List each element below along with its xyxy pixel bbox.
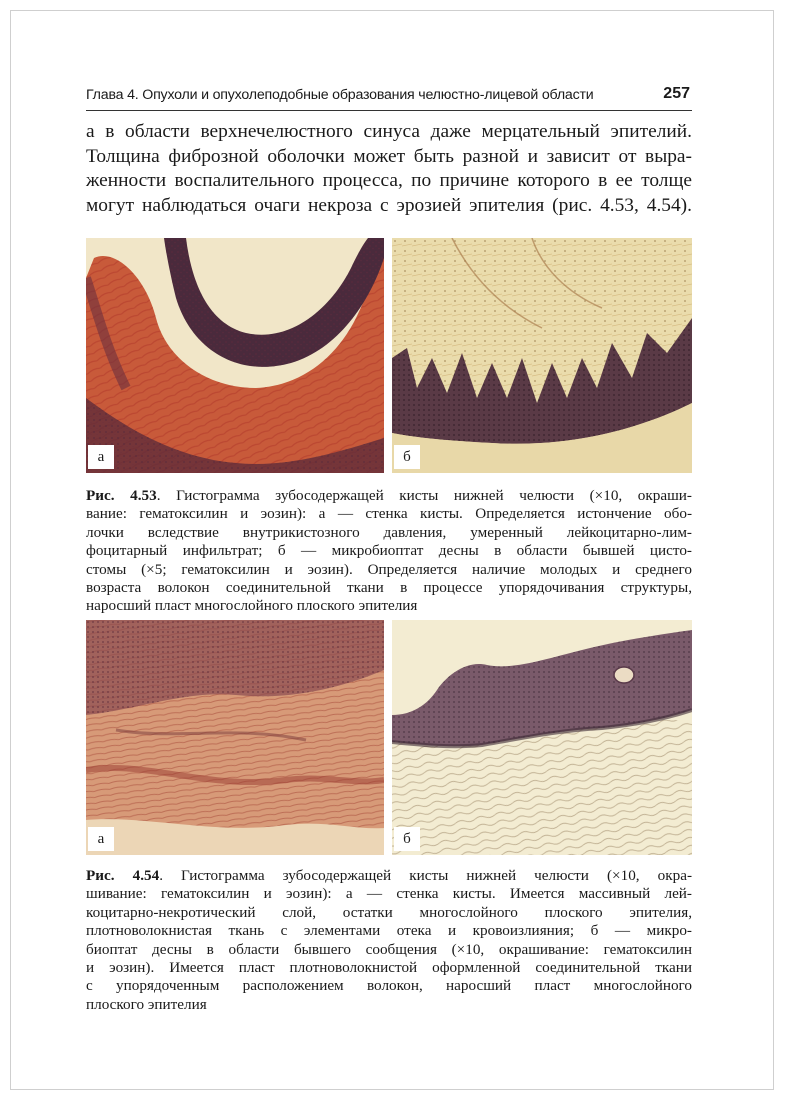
figure-caption-4-54 bbox=[86, 867, 692, 1014]
figure-4-53 bbox=[86, 238, 692, 473]
panel-label-b: б bbox=[394, 445, 420, 469]
body-line: Толщина фиброзной оболочки может быть разной и зависит от выра- bbox=[86, 145, 692, 167]
caption-line: коцитарно-некротический слой, остатки многослойного плоского эпителия, bbox=[86, 903, 692, 921]
body-line: а в области верхнечелюстного синуса даже мерцательный эпителий. bbox=[86, 121, 692, 142]
figure-4-54 bbox=[86, 620, 692, 855]
chapter-title: Глава 4. Опухоли и опухолеподобные образования челюстно-лицевой области bbox=[86, 87, 594, 103]
body-line: могут наблюдаться очаги некроза с эрозией эпителия (рис. 4.53, 4.54). bbox=[86, 194, 692, 216]
body-paragraph bbox=[86, 120, 692, 218]
caption-line: стомы (×5; гематоксилин и эозин). Определяется наличие молодых и среднего bbox=[86, 560, 692, 578]
figure-number: Рис. 4.54 bbox=[86, 867, 160, 884]
micrograph-4-54-b bbox=[392, 620, 692, 855]
caption-line: возраста волокон соединительной ткани в процессе упорядочивания структуры, bbox=[86, 579, 692, 597]
micrograph-4-53-a bbox=[86, 238, 384, 473]
caption-line: и эозин). Имеется пласт плотноволокнистой оформленной соединительной ткани bbox=[86, 959, 692, 977]
caption-line: биоптат десны в области бывшего сообщения (×10, окрашивание: гематоксилин bbox=[86, 940, 692, 958]
caption-line: плотноволокнистая ткань с элементами отека и кровоизлияния; б — микро- bbox=[86, 922, 692, 940]
caption-line: с упорядоченным расположением волокон, наросший пласт многослойного bbox=[86, 977, 692, 995]
caption-line: Рис. 4.53. Гистограмма зубосодержащей кисты нижней челюсти (×10, окраши- bbox=[86, 487, 692, 504]
caption-line: Рис. 4.54. Гистограмма зубосодержащей кисты нижней челюсти (×10, окра- bbox=[86, 867, 692, 884]
body-line: женности воспалительного процесса, по причине которого в ее толще bbox=[86, 170, 692, 191]
caption-line: лочки вследствие внутрикистозного давления, умеренный лейкоцитарно-лим- bbox=[86, 523, 692, 541]
caption-line: фоцитарный инфильтрат; б — микробиоптат десны в области бывшей цисто- bbox=[86, 542, 692, 560]
running-header bbox=[86, 84, 692, 111]
panel-label-b: б bbox=[394, 827, 420, 851]
page-number: 257 bbox=[663, 85, 690, 102]
caption-line: шивание: гематоксилин и эозин): а — стенка кисты. Имеется массивный лей- bbox=[86, 885, 692, 903]
panel-label-a: а bbox=[88, 827, 114, 851]
micrograph-4-53-b bbox=[392, 238, 692, 473]
figure-caption-4-53 bbox=[86, 487, 692, 616]
panel-label-a: а bbox=[88, 445, 114, 469]
figure-number: Рис. 4.53 bbox=[86, 487, 157, 504]
caption-line: вание: гематоксилин и эозин): а — стенка кисты. Определяется истончение обо- bbox=[86, 505, 692, 523]
caption-line: наросший пласт многослойного плоского эпителия bbox=[86, 597, 418, 615]
caption-line: плоского эпителия bbox=[86, 995, 207, 1013]
micrograph-4-54-a bbox=[86, 620, 384, 855]
